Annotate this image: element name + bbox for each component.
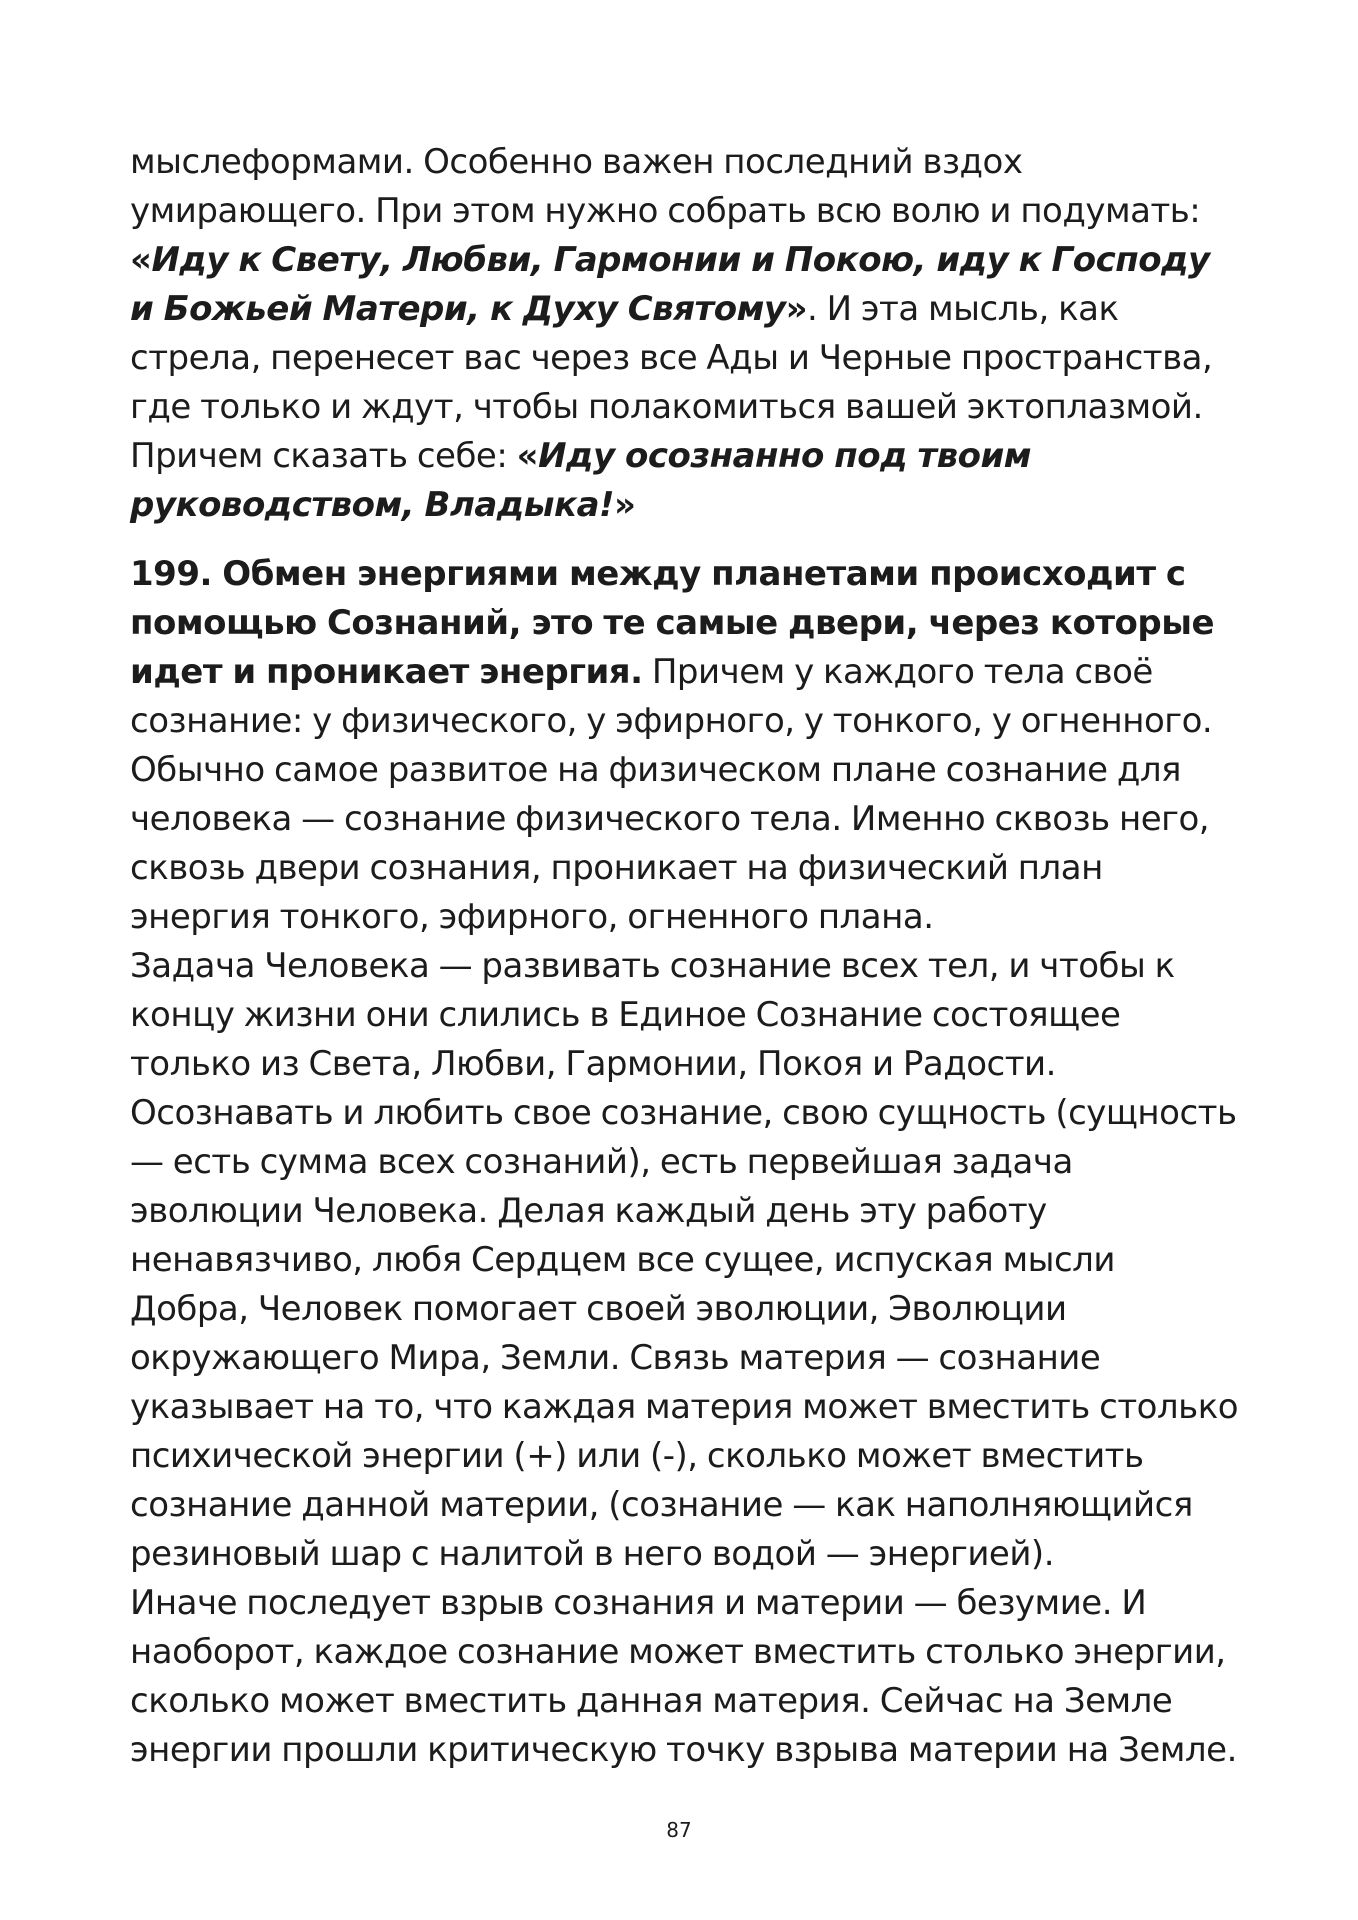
paragraph-text: Причем у каждого тела своё сознание: у физического, у эфирного, у тонкого, у огненного. Обычно самое развитое на физическом плане сознание для человека — сознание физического тела. Именно сквозь него, сквозь двери сознания, проникает на физический план энергия тонкого, эфирного, огненного плана. <box>130 652 1213 937</box>
paragraph-text: мыслеформами. Особенно важен последний вздох умирающего. При этом нужно собрать всю волю и подумать: <box>130 142 1201 231</box>
paragraph-text: Причем сказать себе: <box>130 436 517 476</box>
prayer-quote: Иду осознанно под твоим руководством, Владыка! <box>130 436 1032 525</box>
quote-open-mark: « <box>130 240 152 280</box>
paragraph-say-to-self <box>130 432 1240 530</box>
paragraph-text: . И эта мысль, как стрела, перенесет вас через все Ады и Черные пространства, где только и ждут, чтобы полакомиться вашей эктоплазмой. <box>130 289 1213 427</box>
quote-close-mark: » <box>785 289 808 329</box>
paragraph-last-breath <box>130 138 1240 432</box>
prayer-quote: Иду к Свету, Любви, Гармонии и Покою, иду к Господу и Божьей Матери, к Духу Святому <box>130 240 1210 329</box>
section-heading-199: 199. Обмен энергиями между планетами происходит с помощью Сознаний, это те самые двери, через которые идет и проникает энергия. <box>130 554 1215 692</box>
page-number: 87 <box>666 1818 692 1842</box>
paragraph-199 <box>130 550 1240 942</box>
quote-open-mark: « <box>516 436 539 476</box>
page-body <box>130 138 1240 1775</box>
paragraph-gap <box>130 530 1240 550</box>
paragraph-explosion: Иначе последует взрыв сознания и материи — безумие. И наоборот, каждое сознание может вместить столько энергии, сколько может вместить данная материя. Сейчас на Земле энергии прошли критическую точку взрыва материи на Земле. <box>130 1583 1237 1770</box>
quote-close-mark: » <box>614 485 636 525</box>
paragraph-human-task: Задача Человека — развивать сознание всех тел, и чтобы к концу жизни они слились в Единое Сознание состоящее только из Света, Любви, Гармонии, Покоя и Радости. Осознавать и любить свое сознание, свою сущность (сущность — есть сумма всех сознаний), есть первейшая задача эволюции Человека. Делая каждый день эту работу ненавязчиво, любя Сердцем все сущее, испуская мысли Добра, Человек помогает своей эволюции, Эволюции окружающего Мира, Земли. Связь материя — сознание указывает на то, что каждая материя может вместить столько психической энергии (+) или (-), сколько может вместить сознание данной материи, (сознание — как наполняющийся резиновый шар с налитой в него водой — энергией). <box>130 946 1239 1574</box>
